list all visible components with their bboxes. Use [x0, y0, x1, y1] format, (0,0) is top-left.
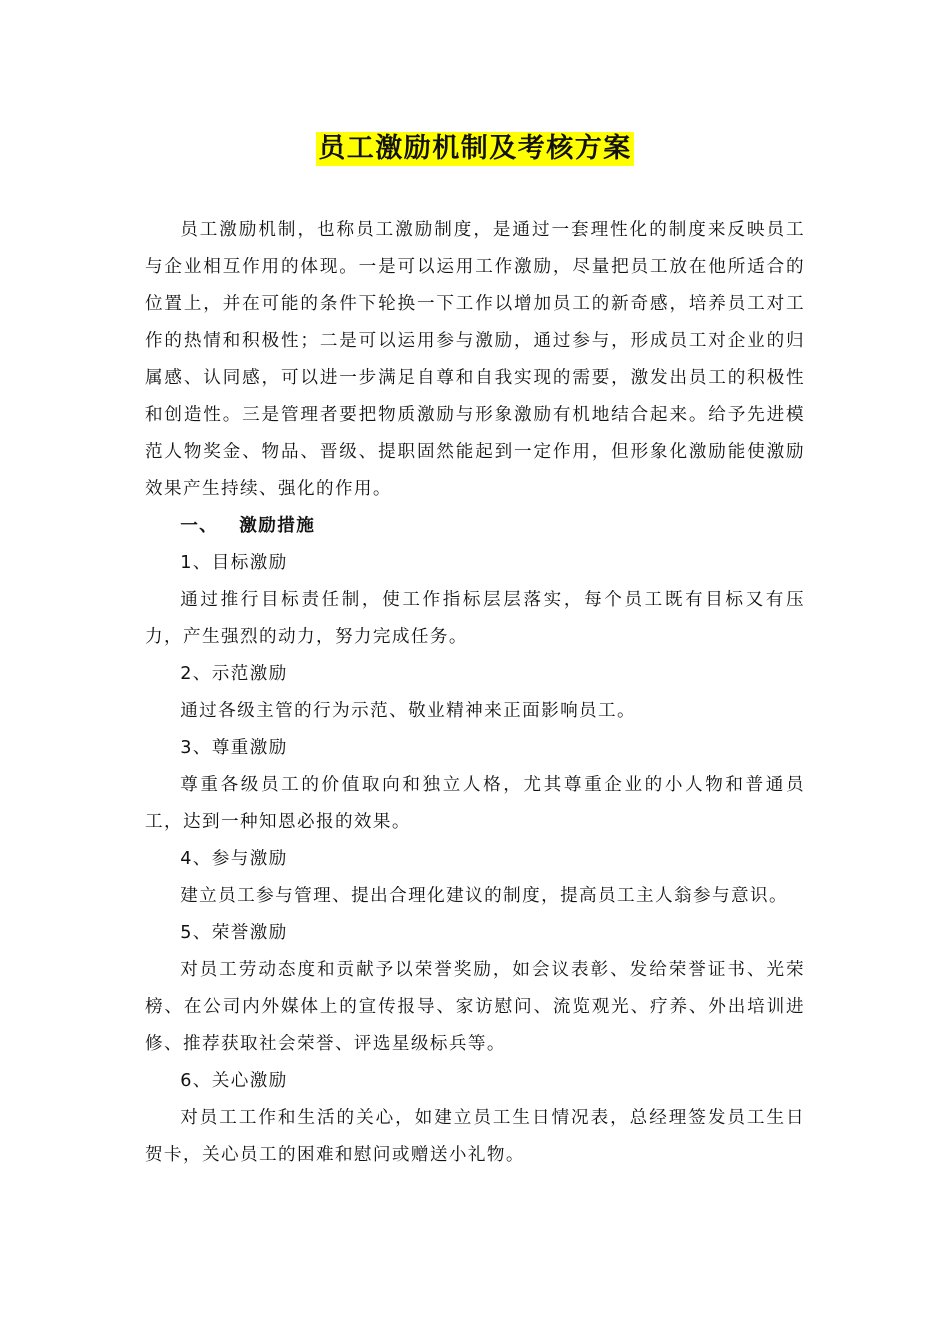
- item-label-6: 6、关心激励: [180, 1071, 288, 1091]
- intro-paragraph: 员工激励机制，也称员工激励制度，是通过一套理性化的制度来反映员工与企业相互作用的体现。一是可以运用工作激励，尽量把员工放在他所适合的位置上，并在可能的条件下轮换一下工作以增加员工的新奇感，培养员工对工作的热情和积极性；二是可以运用参与激励，通过参与，形成员工对企业的归属感、认同感，可以进一步满足自尊和自我实现的需要，激发出员工的积极性和创造性。三是管理者要把物质激励与形象激励有机地结合起来。给予先进模范人物奖金、物品、晋级、提职固然能起到一定作用，但形象化激励能使激励效果产生持续、强化的作用。: [145, 220, 805, 499]
- item-label-2: 2、示范激励: [180, 664, 288, 684]
- item-label-1: 1、目标激励: [180, 553, 288, 573]
- item-text-4: 建立员工参与管理、提出合理化建议的制度，提高员工主人翁参与意识。: [180, 886, 788, 906]
- item-label-4: 4、参与激励: [180, 849, 288, 869]
- item-label-5: 5、荣誉激励: [180, 923, 288, 943]
- item-text-2: 通过各级主管的行为示范、敬业精神来正面影响员工。: [180, 701, 637, 721]
- document-body: [145, 212, 805, 1174]
- item-text-5: 对员工劳动态度和贡献予以荣誉奖励，如会议表彰、发给荣誉证书、光荣榜、在公司内外媒体上的宣传报导、家访慰问、流览观光、疗养、外出培训进修、推荐获取社会荣誉、评选星级标兵等。: [145, 960, 805, 1054]
- section-heading: [145, 508, 805, 545]
- title-wrapper: [0, 132, 950, 166]
- item-text-1: 通过推行目标责任制，使工作指标层层落实，每个员工既有目标又有压力，产生强烈的动力，努力完成任务。: [145, 590, 805, 647]
- item-label-3: 3、尊重激励: [180, 738, 288, 758]
- item-text-3: 尊重各级员工的价值取向和独立人格，尤其尊重企业的小人物和普通员工，达到一种知恩必报的效果。: [145, 775, 805, 832]
- section-title: 激励措施: [239, 516, 316, 536]
- section-number: 一、: [180, 516, 219, 536]
- document-title: 员工激励机制及考核方案: [318, 133, 632, 164]
- item-text-6: 对员工工作和生活的关心，如建立员工生日情况表，总经理签发员工生日贺卡，关心员工的困难和慰问或赠送小礼物。: [145, 1108, 805, 1165]
